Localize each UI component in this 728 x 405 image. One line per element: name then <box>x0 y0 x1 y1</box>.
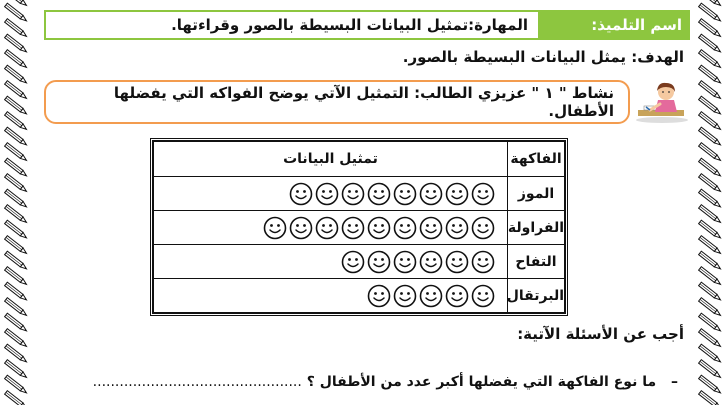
smiley-face-icon <box>341 182 365 206</box>
table-header-row <box>154 142 565 177</box>
smiley-face-icon <box>471 284 495 308</box>
question-text: ما نوع الفاكهة التي يفضلها أكبر عدد من الأطفال ؟ <box>306 374 657 390</box>
questions-title: أجب عن الأسئلة الآتية: <box>517 325 684 343</box>
pencil-border-left <box>0 0 34 405</box>
smiley-face-icon <box>393 216 417 240</box>
pencil-border-right <box>694 0 728 405</box>
pencil-icon <box>5 391 28 405</box>
smiley-face-icon <box>289 216 313 240</box>
question-dash: – <box>671 374 678 390</box>
fruit-label: الموز <box>508 177 565 211</box>
smiley-face-icon <box>341 216 365 240</box>
table-row <box>154 245 565 279</box>
smiley-face-icon <box>341 250 365 274</box>
smiley-face-icon <box>419 216 443 240</box>
smiley-cell <box>154 177 508 211</box>
smiley-cell <box>154 279 508 313</box>
pictograph-table <box>150 138 568 316</box>
table-row <box>154 211 565 245</box>
smiley-face-icon <box>315 216 339 240</box>
activity-box: نشاط " ١ " عزيزي الطالب: التمثيل الآتي يوضح الفواكه التي يفضلها الأطفال. <box>44 80 630 124</box>
smiley-face-icon <box>419 182 443 206</box>
header-fruit: الفاكهة <box>508 142 565 177</box>
smiley-face-icon <box>367 284 391 308</box>
smiley-face-icon <box>367 216 391 240</box>
smiley-face-icon <box>419 284 443 308</box>
pencil-icon <box>699 391 722 405</box>
smiley-face-icon <box>445 182 469 206</box>
smiley-face-icon <box>419 250 443 274</box>
table-row <box>154 177 565 211</box>
smiley-face-icon <box>445 250 469 274</box>
smiley-face-icon <box>263 216 287 240</box>
smiley-face-icon <box>393 284 417 308</box>
smiley-cell <box>154 211 508 245</box>
smiley-face-icon <box>289 182 313 206</box>
question-item <box>93 374 678 390</box>
student-girl-icon <box>630 80 692 124</box>
smiley-face-icon <box>367 182 391 206</box>
smiley-face-icon <box>471 250 495 274</box>
worksheet-header <box>44 10 690 40</box>
skill-title: المهارة:تمثيل البيانات البسيطة بالصور وقراءتها. <box>44 10 540 40</box>
smiley-face-icon <box>367 250 391 274</box>
goal-text: الهدف: يمثل البيانات البسيطة بالصور. <box>402 48 684 66</box>
fruit-label: البرتقال <box>508 279 565 313</box>
smiley-face-icon <box>471 216 495 240</box>
smiley-face-icon <box>471 182 495 206</box>
answer-line[interactable]: ............................................... <box>92 374 302 390</box>
header-data-representation: تمثيل البيانات <box>154 142 508 177</box>
smiley-face-icon <box>445 284 469 308</box>
smiley-face-icon <box>445 216 469 240</box>
smiley-cell <box>154 245 508 279</box>
fruit-label: التفاح <box>508 245 565 279</box>
smiley-face-icon <box>393 182 417 206</box>
table-row <box>154 279 565 313</box>
student-name-label: اسم التلميذ: <box>540 10 690 40</box>
fruit-label: الفراولة <box>508 211 565 245</box>
smiley-face-icon <box>315 182 339 206</box>
smiley-face-icon <box>393 250 417 274</box>
